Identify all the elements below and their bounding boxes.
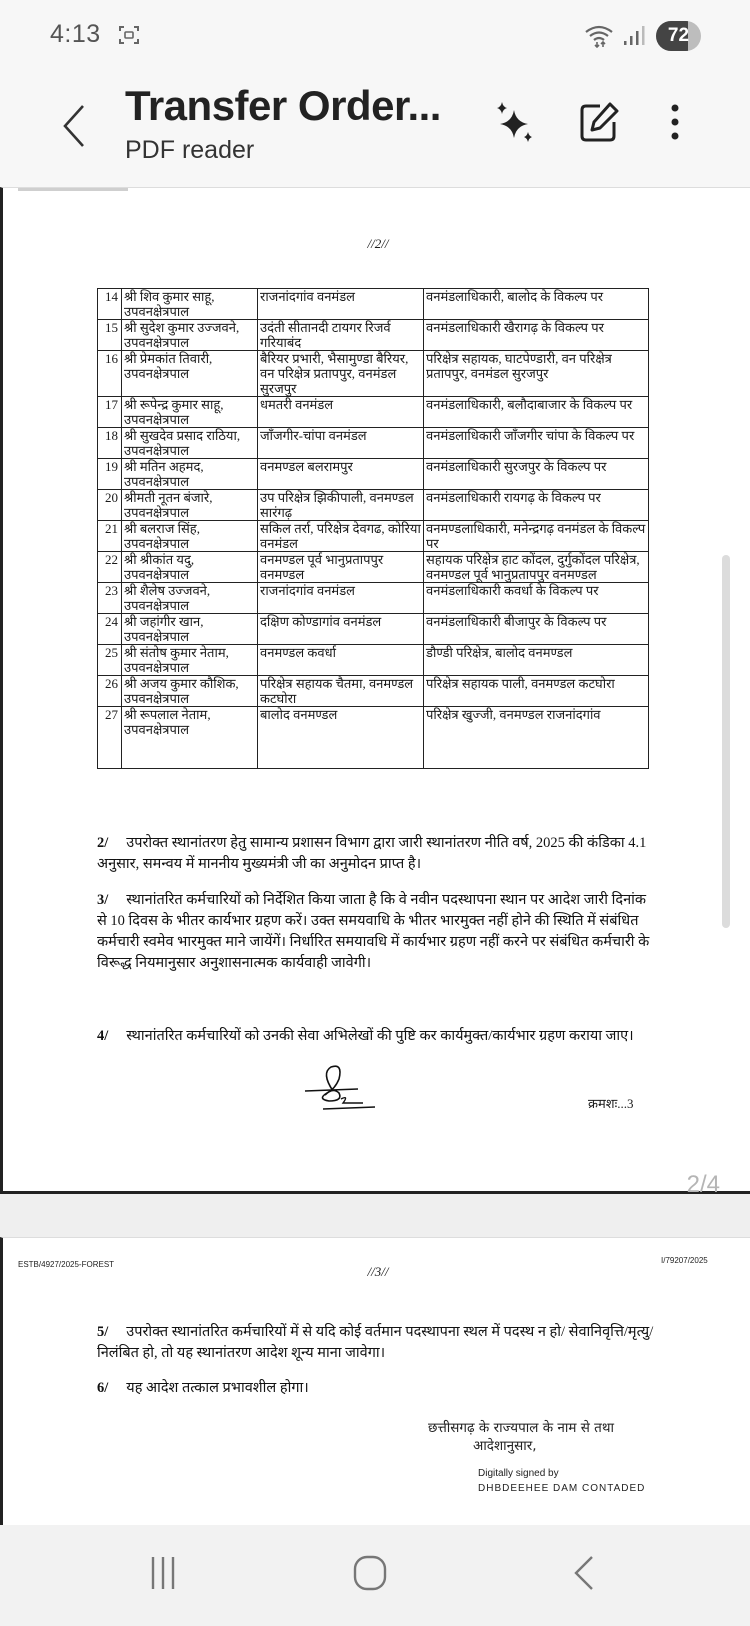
paragraph-text: स्थानांतरित कर्मचारियों को उनकी सेवा अभिलेखों की पुष्टि कर कार्यमुक्त/कार्यभार ग्रहण कराया जाए।: [126, 1028, 634, 1044]
employee-name: श्री अजय कुमार कौशिक, उपवनक्षेत्रपाल: [122, 676, 258, 707]
table-row: [98, 552, 649, 583]
new-posting: वनमण्डलाधिकारी, मनेन्द्रगढ़ वनमंडल के विकल्प पर: [424, 521, 649, 552]
table-row: [98, 645, 649, 676]
edit-icon[interactable]: [578, 100, 620, 144]
back-icon[interactable]: [568, 1553, 598, 1593]
authority-line-2: आदेशानुसार,: [473, 1438, 537, 1454]
document-title: Transfer Order...: [125, 82, 441, 129]
table-row: [98, 521, 649, 552]
new-posting: वनमंडलाधिकारी जाँजगीर चांपा के विकल्प पर: [424, 428, 649, 459]
home-icon[interactable]: [352, 1553, 388, 1593]
current-posting: दक्षिण कोण्डागांव वनमंडल: [258, 614, 424, 645]
employee-name: श्री सुखदेव प्रसाद राठिया, उपवनक्षेत्रपाल: [122, 428, 258, 459]
table-row: [98, 351, 649, 397]
new-posting: वनमंडलाधिकारी सुरजपुर के विकल्प पर: [424, 459, 649, 490]
more-vertical-icon[interactable]: [660, 100, 690, 144]
scrollbar-thumb[interactable]: [722, 555, 730, 928]
serial-number: 20: [98, 490, 122, 521]
serial-number: 26: [98, 676, 122, 707]
paragraph-number: 6/: [97, 1380, 109, 1396]
new-posting: वनमंडलाधिकारी कवर्धा के विकल्प पर: [424, 583, 649, 614]
table-row: [98, 676, 649, 707]
current-posting: राजनांदगांव वनमंडल: [258, 289, 424, 320]
serial-number: 16: [98, 351, 122, 397]
paragraph-5: [97, 1322, 657, 1364]
employee-name: श्री शिव कुमार साहू, उपवनक्षेत्रपाल: [122, 289, 258, 320]
serial-number: 25: [98, 645, 122, 676]
continued-note: क्रमशः...3: [588, 1096, 634, 1111]
current-posting: बालोद वनमण्डल: [258, 707, 424, 769]
battery-level: 72: [667, 25, 690, 46]
document-viewport[interactable]: [0, 187, 750, 1525]
paragraph-number: 5/: [97, 1324, 109, 1340]
new-posting: वनमंडलाधिकारी, बलौदाबाजार के विकल्प पर: [424, 397, 649, 428]
table-row: [98, 320, 649, 351]
app-subtitle: PDF reader: [125, 136, 255, 164]
paragraph-6: [97, 1378, 657, 1399]
back-icon[interactable]: [55, 98, 95, 154]
current-posting: उदंती सीतानदी टायगर रिजर्व गरियाबंद: [258, 320, 424, 351]
employee-name: श्री रूपलाल नेताम, उपवनक्षेत्रपाल: [122, 707, 258, 769]
employee-name: श्री सुदेश कुमार उज्जवने, उपवनक्षेत्रपाल: [122, 320, 258, 351]
employee-name: श्री मतिन अहमद, उपवनक्षेत्रपाल: [122, 459, 258, 490]
transfer-table: [97, 288, 649, 769]
current-posting: वनमण्डल कवर्धा: [258, 645, 424, 676]
current-posting: राजनांदगांव वनमंडल: [258, 583, 424, 614]
serial-number: 22: [98, 552, 122, 583]
new-posting: डौण्डी परिक्षेत्र, बालोद वनमण्डल: [424, 645, 649, 676]
paragraph-text: यह आदेश तत्काल प्रभावशील होगा।: [126, 1380, 309, 1396]
status-bar: [0, 0, 750, 70]
current-posting: धमतरी वनमंडल: [258, 397, 424, 428]
new-posting: परिक्षेत्र सहायक, घाटपेण्डारी, वन परिक्षेत्र प्रतापपुर, वनमंडल सुरजपुर: [424, 351, 649, 397]
current-posting: वनमण्डल पूर्व भानुप्रतापपुर वनमण्डल: [258, 552, 424, 583]
new-posting: परिक्षेत्र खुज्जी, वनमण्डल राजनांदगांव: [424, 707, 649, 769]
employee-name: श्री संतोष कुमार नेताम, उपवनक्षेत्रपाल: [122, 645, 258, 676]
digital-signer-name: DHBDEEHEE DAM CONTADED: [478, 1483, 646, 1494]
current-posting: बैरियर प्रभारी, भैसामुण्डा बैरियर, वन परिक्षेत्र प्रतापपुर, वनमंडल सुरजपुर: [258, 351, 424, 397]
document-reference: I/79207/2025: [661, 1256, 708, 1265]
paragraph-4: [97, 1026, 657, 1047]
digital-signature-label: Digitally signed by: [478, 1468, 559, 1479]
paragraph-text: उपरोक्त स्थानांतरण हेतु सामान्य प्रशासन विभाग द्वारा जारी स्थानांतरण नीति वर्ष, 2025 की कंडिका 4.1 अनुसार, समन्वय में माननीय मुख्यमंत्री जी का अनुमोदन प्राप्त है।: [97, 835, 647, 872]
page-number-marker: //2//: [367, 236, 389, 251]
serial-number: 17: [98, 397, 122, 428]
serial-number: 21: [98, 521, 122, 552]
employee-name: श्री शैलेष उज्जवने, उपवनक्षेत्रपाल: [122, 583, 258, 614]
employee-name: श्री बलराज सिंह, उपवनक्षेत्रपाल: [122, 521, 258, 552]
paragraph-number: 4/: [97, 1028, 109, 1044]
page-indicator: 2/4: [686, 1171, 720, 1198]
page-number-marker: //3//: [367, 1264, 389, 1279]
current-posting: वनमण्डल बलरामपुर: [258, 459, 424, 490]
ai-sparkle-icon[interactable]: [494, 100, 536, 144]
new-posting: वनमंडलाधिकारी रायगढ़ के विकल्प पर: [424, 490, 649, 521]
paragraph-number: 2/: [97, 835, 109, 851]
authority-line-1: छत्तीसगढ़ के राज्यपाल के नाम से तथा: [428, 1420, 614, 1436]
employee-name: श्री श्रीकांत यदु, उपवनक्षेत्रपाल: [122, 552, 258, 583]
current-posting: परिक्षेत्र सहायक चैतमा, वनमण्डल कटघोरा: [258, 676, 424, 707]
new-posting: वनमंडलाधिकारी खैरागढ़ के विकल्प पर: [424, 320, 649, 351]
serial-number: 27: [98, 707, 122, 769]
paragraph-text: स्थानांतरित कर्मचारियों को निर्देशित किया जाता है कि वे नवीन पदस्थापना स्थान पर आदेश जारी दिनांक से 10 दिवस के भीतर कार्यभार ग्रहण करें। उक्त समयवाधि के भीतर भारमुक्त नहीं होने की स्थिति में संबंधित कर्मचारी स्वमेव भारमुक्त माने जायेंगें। निर्धारित समयावधि में कार्यभार ग्रहण नहीं करने पर संबंधित कर्मचारी के विरूद्ध नियमानुसार अनुशासनात्मक कार्यवाही जावेगी।: [97, 892, 650, 971]
app-bar: [0, 70, 750, 185]
paragraph-text: उपरोक्त स्थानांतरित कर्मचारियों में से यदि कोई वर्तमान पदस्थापना स्थल में पदस्थ न हो/ सेवानिवृत्ति/मृत्यु/निलंबित हो, तो यह स्थानांतरण आदेश शून्य माना जावेगा।: [97, 1324, 654, 1361]
navigation-bar: [0, 1525, 750, 1626]
pdf-page-3: [0, 1237, 750, 1525]
page-header-faint: [18, 188, 128, 191]
screenshot-icon: [118, 24, 140, 46]
serial-number: 14: [98, 289, 122, 320]
signal-icon: [622, 24, 646, 46]
handwritten-signature: [303, 1063, 383, 1113]
status-time: 4:13: [50, 20, 101, 48]
employee-name: श्री रूपेन्द्र कुमार साहू, उपवनक्षेत्रपाल: [122, 397, 258, 428]
current-posting: जाँजगीर-चांपा वनमंडल: [258, 428, 424, 459]
new-posting: परिक्षेत्र सहायक पाली, वनमण्डल कटघोरा: [424, 676, 649, 707]
table-row: [98, 614, 649, 645]
serial-number: 18: [98, 428, 122, 459]
paragraph-number: 3/: [97, 892, 109, 908]
table-row: [98, 428, 649, 459]
serial-number: 23: [98, 583, 122, 614]
new-posting: वनमंडलाधिकारी बीजापुर के विकल्प पर: [424, 614, 649, 645]
employee-name: श्रीमती नूतन बंजारे, उपवनक्षेत्रपाल: [122, 490, 258, 521]
wifi-icon: [584, 24, 614, 48]
table-row: [98, 397, 649, 428]
current-posting: उप परिक्षेत्र झिकीपाली, वनमण्डल सारंगढ़: [258, 490, 424, 521]
recents-icon[interactable]: [145, 1553, 181, 1593]
file-reference: ESTB/4927/2025-FOREST: [18, 1260, 115, 1269]
new-posting: वनमंडलाधिकारी, बालोद के विकल्प पर: [424, 289, 649, 320]
employee-name: श्री प्रेमकांत तिवारी, उपवनक्षेत्रपाल: [122, 351, 258, 397]
serial-number: 19: [98, 459, 122, 490]
serial-number: 24: [98, 614, 122, 645]
table-row: [98, 459, 649, 490]
new-posting: सहायक परिक्षेत्र हाट कोंदल, दुर्गुकोंदल परिक्षेत्र, वनमण्डल पूर्व भानुप्रतापपुर वनमण्डल: [424, 552, 649, 583]
table-row: [98, 707, 649, 769]
pdf-page-2: [0, 187, 750, 1198]
employee-name: श्री जहांगीर खान, उपवनक्षेत्रपाल: [122, 614, 258, 645]
battery-indicator: [656, 21, 701, 51]
current-posting: सकिल तर्रा, परिक्षेत्र देवगढ, कोरिया वनमंडल: [258, 521, 424, 552]
table-row: [98, 289, 649, 320]
table-row: [98, 583, 649, 614]
paragraph-3: [97, 890, 657, 974]
serial-number: 15: [98, 320, 122, 351]
paragraph-2: [97, 833, 657, 875]
table-row: [98, 490, 649, 521]
